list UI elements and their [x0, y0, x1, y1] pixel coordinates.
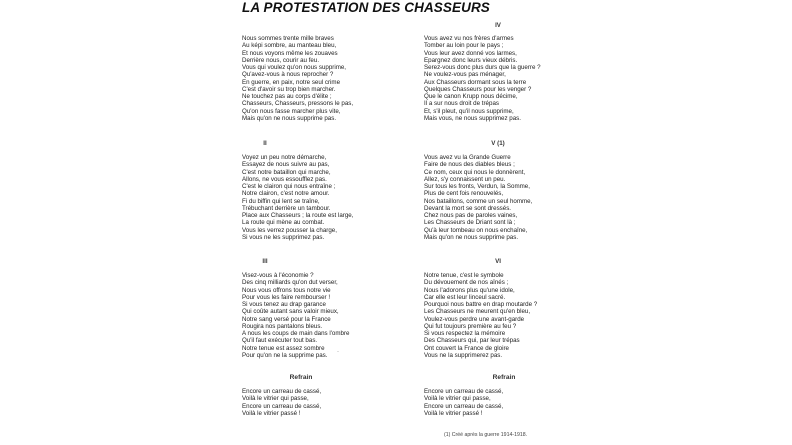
verse-line: Voilà le vitrier passé !: [242, 409, 301, 417]
verse-line: Vous leur avez donné vos larmes,: [424, 49, 517, 57]
verse-line: En guerre, en paix, notre seul crime: [242, 78, 341, 86]
refrain-left: [242, 388, 321, 417]
verse-line: Nos bataillons, comme un seul homme,: [424, 197, 533, 205]
verse-line: Encore un carreau de cassé,: [242, 388, 322, 395]
verse-line: Notre tenue est assez sombre: [242, 344, 325, 352]
verse-line: Notre tenue, c'est le symbole: [424, 272, 504, 279]
verse-line: Chez nous pas de paroles vaines,: [424, 212, 518, 219]
verse-line: Derrière nous, courir au feu.: [242, 56, 320, 64]
verse-line: Essayez de nous suivre au pas,: [242, 161, 330, 169]
verse-line: Si vous ne les supprimez pas.: [242, 233, 325, 241]
verse-line: Et, s'il pleut, qu'il nous supprime,: [424, 107, 514, 115]
verse-line: La route qui mène au combat.: [242, 219, 325, 227]
verse-line: Visez-vous à l'économie ?: [242, 272, 314, 279]
verse-line: Encore un carreau de cassé,: [424, 402, 504, 410]
verse-line: Trébuchant derrière un tambour.: [242, 204, 331, 212]
verse-line: Place aux Chasseurs ; la route est large,: [242, 212, 354, 219]
verse-line: Vous qui voulez qu'on nous supprime,: [242, 64, 347, 71]
verse-line: Voilà le vitrier passé !: [424, 409, 483, 417]
verse-line: Aux Chasseurs dormant sous la terre: [424, 78, 527, 86]
verse-line: Qu'avez-vous à nous reprocher ?: [242, 71, 334, 79]
verse-line: Les Chasseurs de Driant sont là ;: [424, 219, 516, 227]
stanza-heading-6: VI: [495, 258, 501, 265]
stanza-heading-3: III: [262, 258, 268, 265]
verse-line: Des Chasseurs qui, par leur trépas: [424, 337, 520, 345]
verse-line: C'est d'avoir su trop bien marcher.: [242, 85, 336, 93]
verse-line: Voyez un peu notre démarche,: [242, 154, 327, 161]
verse-line: Fi du biffin qui lent se traîne,: [242, 197, 320, 205]
verse-line: Quelques Chasseurs pour les venger ?: [424, 85, 532, 93]
verse-line: Vous les verrez pousser la charge,: [242, 226, 337, 234]
verse-line: Vous ne la supprimerez pas.: [424, 351, 503, 359]
verse-line: Il a sur nous droit de trépas: [424, 100, 499, 108]
stanza-heading-5: V (1): [491, 140, 505, 147]
ornament-dot: ·: [337, 349, 339, 355]
verse-line: Epargnez donc leurs vieux débris.: [424, 56, 518, 64]
stanza-heading-4: IV: [495, 22, 501, 29]
verse-line: Tomber au loin pour le pays ;: [424, 42, 504, 50]
verse-line: Ne touchez pas au corps d'élite ;: [242, 93, 332, 100]
stanza-3: [242, 272, 349, 359]
stanza-heading-refrain-left: Refrain: [289, 374, 313, 381]
verse-line: Encore un carreau de cassé,: [242, 402, 322, 410]
verse-line: C'est le clairon qui nous entraîne ;: [242, 183, 336, 190]
verse-line: Encore un carreau de cassé,: [424, 388, 504, 395]
stanza-2: [242, 154, 353, 241]
verse-line: Faire de nous des diables bleus ;: [424, 161, 515, 169]
verse-line: Ont couvert la France de gloire: [424, 344, 509, 352]
verse-line: Voilà le vitrier qui passe,: [242, 395, 309, 403]
verse-line: Les Chasseurs ne meurent qu'en bleu,: [424, 308, 531, 316]
verse-line: Vous avez vu la Grande Guerre: [424, 154, 511, 161]
verse-line: Voilà le vitrier qui passe,: [424, 395, 491, 403]
verse-line: Notre sang versé pour la France: [242, 315, 331, 323]
verse-line: Qui fut toujours première au feu ?: [424, 322, 517, 330]
verse-line: Allons, ne vous essoufflez pas.: [242, 175, 327, 183]
verse-line: Qu'on nous fasse marcher plus vite,: [242, 107, 341, 115]
verse-line: Rougira nos pantalons bleus.: [242, 322, 323, 330]
verse-line: C'est notre bataillon qui marche,: [242, 168, 331, 176]
verse-line: Notre clairon, c'est notre amour.: [242, 190, 330, 198]
verse-line: Qu'il faut exécuter tout bas.: [242, 337, 318, 345]
verse-line: Des cinq milliards qu'on dut verser,: [242, 279, 338, 287]
verse-line: Plus de cent fois renouvelés,: [424, 190, 504, 198]
verse-line: Nous sommes trente mille braves: [242, 35, 334, 42]
verse-line: Car elle est leur linceul sacré.: [424, 293, 506, 301]
verse-line: Nous vous offrons tous notre vie: [242, 286, 331, 294]
verse-line: Vous avez vu nos frères d'armes: [424, 35, 514, 42]
stanza-6: [424, 272, 537, 359]
verse-line: Ne voulez-vous pas ménager,: [424, 71, 506, 79]
verse-line: Ce nom, ceux qui nous le donnèrent,: [424, 168, 526, 176]
refrain-right: [424, 388, 503, 417]
footnote: (1) Créé après la guerre 1914-1918.: [444, 432, 528, 438]
verse-line: Voulez-vous perdre une avant-garde: [424, 315, 525, 323]
verse-line: Pour qu'on ne la supprime pas.: [242, 351, 328, 359]
verse-line: Mais qu'on ne nous supprime pas.: [242, 114, 337, 122]
verse-line: Et nous voyons même les zouaves: [242, 49, 338, 57]
stanza-5: [424, 154, 532, 241]
verse-line: Devant la mort se sont dressés.: [424, 204, 512, 212]
verse-line: Que le canon Krupp nous décime,: [424, 93, 518, 100]
verse-line: Sur tous les fronts, Verdun, la Somme,: [424, 183, 530, 190]
stanza-heading-refrain-right: Refrain: [492, 374, 516, 381]
verse-line: A nous les coups de main dans l'ombre: [242, 330, 350, 337]
verse-line: Pour vous les faire rembourser !: [242, 293, 331, 301]
verse-line: Nous l'adorons plus qu'une idole,: [424, 286, 515, 294]
verse-line: Du dévouement de nos aînés ;: [424, 279, 509, 287]
verse-line: Mais vous, ne nous supprimez pas.: [424, 114, 521, 122]
stanza-4: [424, 35, 541, 122]
verse-line: Chasseurs, Chasseurs, pressons le pas,: [242, 100, 354, 108]
verse-line: Si vous respectez la mémoire: [424, 330, 506, 337]
stanza-heading-2: II: [263, 140, 267, 147]
verse-line: Qui coûte autant sans valoir mieux,: [242, 308, 339, 316]
verse-line: Si vous tenez au drap garance: [242, 301, 326, 308]
verse-line: Au képi sombre, au manteau bleu,: [242, 42, 337, 50]
verse-line: Serez-vous donc plus durs que la guerre ?: [424, 64, 541, 71]
verse-line: Qu'à leur tombeau on nous enchaîne,: [424, 226, 528, 234]
stanza-1: [242, 35, 353, 122]
verse-line: Pourquoi nous battre en drap moutarde ?: [424, 301, 538, 308]
page-title: LA PROTESTATION DES CHASSEURS: [242, 0, 490, 15]
verse-line: Allez, s'y connaissent un peu.: [424, 175, 506, 183]
verse-line: Mais qu'on ne nous supprime pas.: [424, 233, 519, 241]
